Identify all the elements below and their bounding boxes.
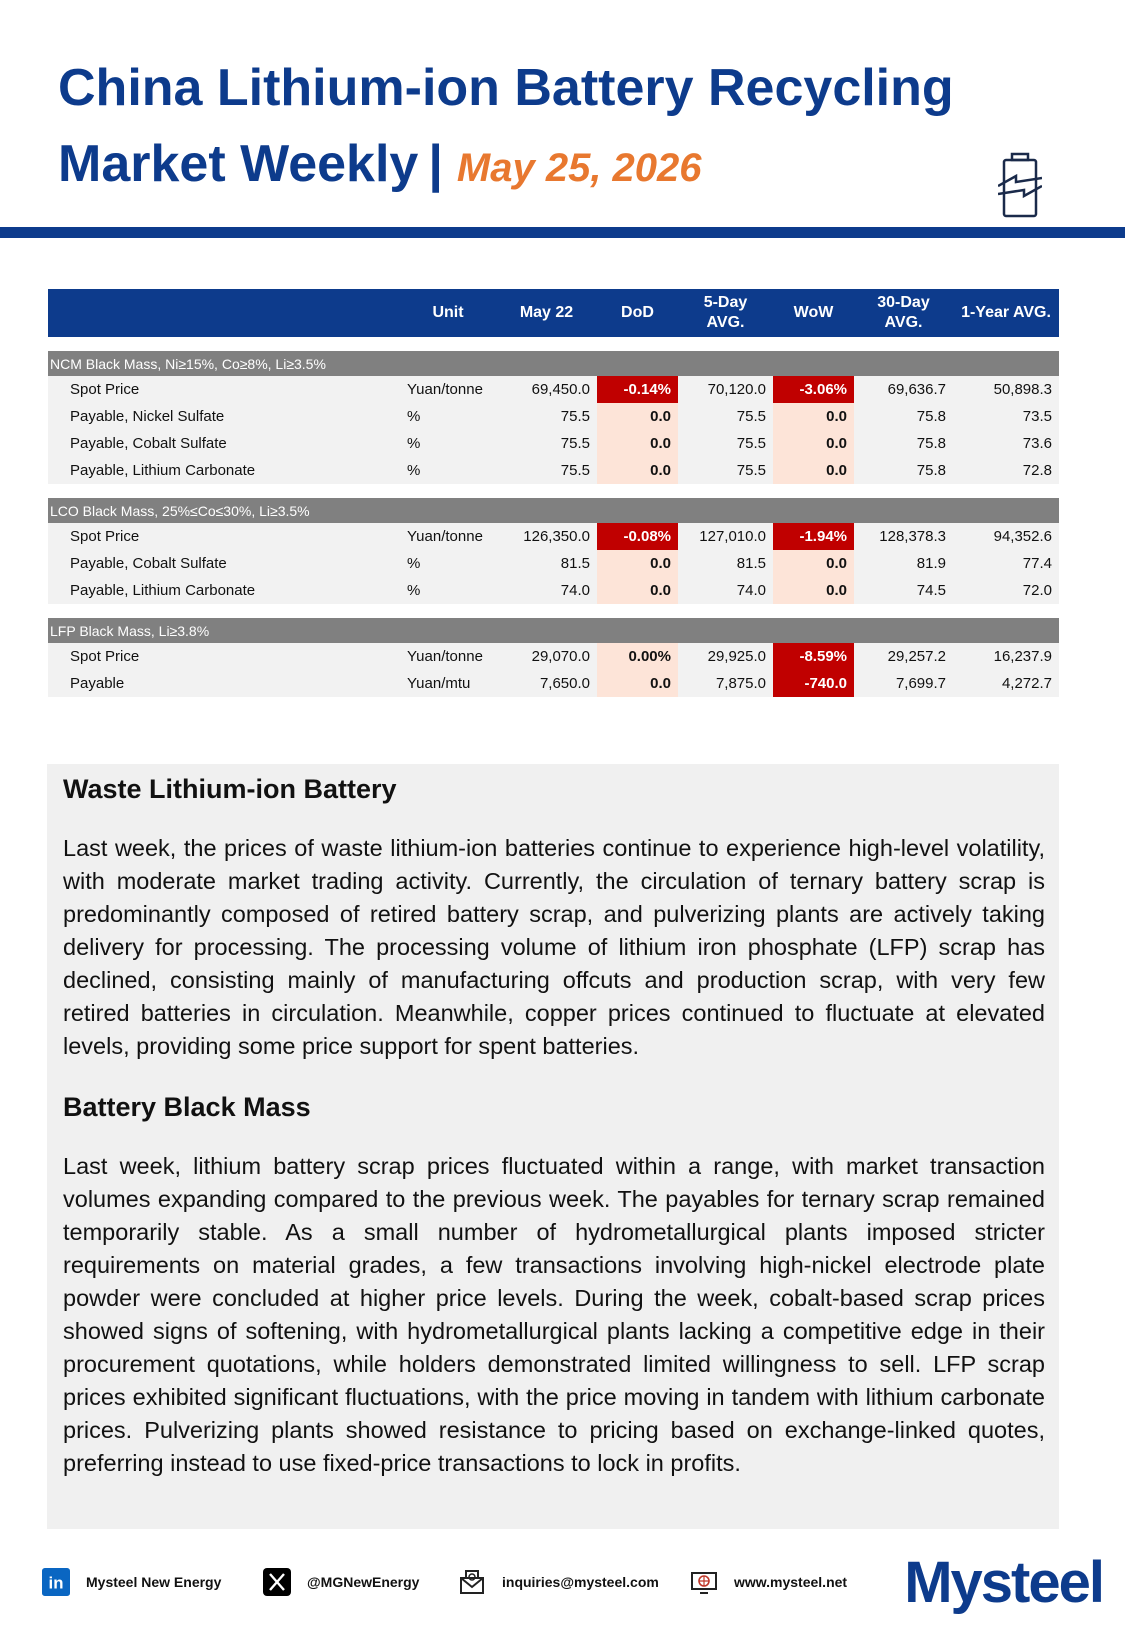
cell-avg5: 74.0 (678, 577, 773, 604)
cell-wow: -740.0 (773, 670, 854, 697)
cell-may22: 75.5 (496, 457, 597, 484)
cell-unit: % (400, 457, 496, 484)
cell-avg30: 74.5 (854, 577, 953, 604)
cell-avg1y: 4,272.7 (953, 670, 1059, 697)
cell-dod: 0.0 (597, 430, 678, 457)
cell-dod: -0.08% (597, 523, 678, 550)
cell-avg1y: 94,352.6 (953, 523, 1059, 550)
section-spacer (48, 337, 1059, 351)
cell-wow: 0.0 (773, 403, 854, 430)
footer-email[interactable] (458, 1568, 659, 1596)
cell-wow: -3.06% (773, 376, 854, 403)
cell-dod: 0.00% (597, 643, 678, 670)
section-title: LFP Black Mass, Li≥3.8% (48, 618, 1059, 643)
cell-avg5: 7,875.0 (678, 670, 773, 697)
cell-unit: % (400, 403, 496, 430)
cell-item: Payable, Lithium Carbonate (48, 577, 400, 604)
x-handle: @MGNewEnergy (307, 1574, 420, 1590)
cell-item: Payable, Cobalt Sulfate (48, 550, 400, 577)
cell-avg30: 75.8 (854, 430, 953, 457)
cell-avg1y: 50,898.3 (953, 376, 1059, 403)
cell-avg5: 75.5 (678, 457, 773, 484)
cell-avg30: 7,699.7 (854, 670, 953, 697)
cell-item: Spot Price (48, 376, 400, 403)
cell-avg30: 29,257.2 (854, 643, 953, 670)
cell-avg30: 75.8 (854, 403, 953, 430)
cell-item: Payable, Nickel Sulfate (48, 403, 400, 430)
cell-item: Spot Price (48, 523, 400, 550)
footer-x[interactable] (263, 1568, 419, 1596)
section-header (48, 498, 1059, 523)
cell-unit: % (400, 577, 496, 604)
cell-may22: 81.5 (496, 550, 597, 577)
website-icon (690, 1568, 718, 1596)
website-url: www.mysteel.net (734, 1574, 848, 1590)
report-date: May 25, 2026 (456, 146, 702, 190)
table-row (48, 670, 1059, 697)
cell-unit: % (400, 550, 496, 577)
email-icon (458, 1568, 486, 1596)
cell-may22: 75.5 (496, 403, 597, 430)
section-header (48, 351, 1059, 376)
cell-may22: 126,350.0 (496, 523, 597, 550)
section-title: NCM Black Mass, Ni≥15%, Co≥8%, Li≥3.5% (48, 351, 1059, 376)
black-mass-heading: Battery Black Mass (63, 1092, 311, 1122)
waste-battery-heading: Waste Lithium-ion Battery (63, 774, 397, 804)
cell-avg30: 81.9 (854, 550, 953, 577)
table-row (48, 403, 1059, 430)
cell-avg1y: 73.6 (953, 430, 1059, 457)
column-header: WoW (773, 289, 854, 337)
cell-avg5: 29,925.0 (678, 643, 773, 670)
cell-item: Payable, Cobalt Sulfate (48, 430, 400, 457)
table-header (48, 289, 1059, 337)
table-row (48, 577, 1059, 604)
cell-wow: 0.0 (773, 430, 854, 457)
table-body (48, 337, 1059, 697)
section-title: LCO Black Mass, 25%≤Co≤30%, Li≥3.5% (48, 498, 1059, 523)
waste-battery-text: Last week, the prices of waste lithium-ion batteries continue to experience high-level volatility, with moderate market trading activity. Currently, the circulation of ternary battery scrap is predominantly composed of retired battery scrap, and pulverizing plants are actively taking delivery for processing. The processing volume of lithium iron phosphate (LFP) scrap has declined, consisting mainly of manufacturing offcuts and production scrap, with very few retired batteries in circulation. Meanwhile, copper prices continued to fluctuate at elevated levels, providing some price support for spent batteries. (63, 835, 1045, 1059)
cell-unit: Yuan/tonne (400, 523, 496, 550)
cell-dod: 0.0 (597, 550, 678, 577)
cell-avg5: 70,120.0 (678, 376, 773, 403)
report-title-line2 (58, 134, 702, 198)
commentary-panel (47, 764, 1059, 1529)
cell-avg1y: 77.4 (953, 550, 1059, 577)
cell-dod: 0.0 (597, 577, 678, 604)
table-row (48, 643, 1059, 670)
cell-avg5: 81.5 (678, 550, 773, 577)
cell-unit: Yuan/tonne (400, 643, 496, 670)
cell-unit: Yuan/mtu (400, 670, 496, 697)
cell-may22: 7,650.0 (496, 670, 597, 697)
table-row (48, 550, 1059, 577)
column-header: 1-Year AVG. (953, 289, 1059, 337)
header-rule (0, 227, 1125, 238)
cell-avg1y: 72.0 (953, 577, 1059, 604)
linkedin-icon (42, 1568, 70, 1596)
cell-avg30: 128,378.3 (854, 523, 953, 550)
svg-text:in: in (48, 1573, 64, 1593)
section-header (48, 618, 1059, 643)
price-table (48, 289, 1059, 697)
column-header: 5-Day AVG. (678, 289, 773, 337)
footer (0, 1548, 1125, 1625)
linkedin-label: Mysteel New Energy (86, 1574, 222, 1590)
cell-wow: 0.0 (773, 550, 854, 577)
title-separator: | (428, 135, 443, 193)
cell-item: Spot Price (48, 643, 400, 670)
mysteel-logo: Mysteel (904, 1550, 1103, 1615)
cell-avg1y: 73.5 (953, 403, 1059, 430)
cell-avg30: 75.8 (854, 457, 953, 484)
cell-dod: 0.0 (597, 670, 678, 697)
section-spacer (48, 604, 1059, 618)
email-address: inquiries@mysteel.com (502, 1574, 659, 1590)
cell-dod: -0.14% (597, 376, 678, 403)
column-header: May 22 (496, 289, 597, 337)
column-header (48, 289, 400, 337)
black-mass-text: Last week, lithium battery scrap prices fluctuated within a range, with market transaction volumes expanding compared to the previous week. The payables for ternary scrap remained temporarily stable. As a small number of hydrometallurgical plants imposed stricter requirements on material grades, a few transactions involving high-nickel electrode plate powder were concluded at higher price levels. During the week, cobalt-based scrap prices showed signs of softening, with hydrometallurgical plants lacking a competitive edge in their procurement quotations, while holders demonstrated limited willingness to sell. LFP scrap prices exhibited significant fluctuations, with the price moving in tandem with lithium carbonate prices. Pulverizing plants showed resistance to pricing based on exchange-linked quotes, preferring instead to use fixed-price transactions to lock in profits. (63, 1153, 1045, 1476)
cell-may22: 29,070.0 (496, 643, 597, 670)
cell-avg1y: 72.8 (953, 457, 1059, 484)
cell-may22: 75.5 (496, 430, 597, 457)
cell-wow: -8.59% (773, 643, 854, 670)
cell-avg5: 127,010.0 (678, 523, 773, 550)
cell-unit: % (400, 430, 496, 457)
cell-wow: 0.0 (773, 577, 854, 604)
cell-wow: 0.0 (773, 457, 854, 484)
table-row (48, 457, 1059, 484)
cell-may22: 69,450.0 (496, 376, 597, 403)
cell-item: Payable, Lithium Carbonate (48, 457, 400, 484)
table-row (48, 376, 1059, 403)
column-header: 30-Day AVG. (854, 289, 953, 337)
cell-wow: -1.94% (773, 523, 854, 550)
cell-dod: 0.0 (597, 403, 678, 430)
cell-avg5: 75.5 (678, 403, 773, 430)
column-header: Unit (400, 289, 496, 337)
footer-linkedin[interactable] (42, 1568, 221, 1596)
section-spacer (48, 484, 1059, 498)
cell-may22: 74.0 (496, 577, 597, 604)
cell-avg30: 69,636.7 (854, 376, 953, 403)
x-icon (263, 1568, 291, 1596)
cell-item: Payable (48, 670, 400, 697)
column-header: DoD (597, 289, 678, 337)
cell-avg1y: 16,237.9 (953, 643, 1059, 670)
cell-unit: Yuan/tonne (400, 376, 496, 403)
battery-recycle-icon (998, 152, 1042, 220)
footer-website[interactable] (690, 1568, 847, 1596)
cell-dod: 0.0 (597, 457, 678, 484)
report-title-main: Market Weekly (58, 135, 419, 193)
cell-avg5: 75.5 (678, 430, 773, 457)
table-row (48, 430, 1059, 457)
table-row (48, 523, 1059, 550)
report-title-line1: China Lithium-ion Battery Recycling (58, 59, 954, 117)
